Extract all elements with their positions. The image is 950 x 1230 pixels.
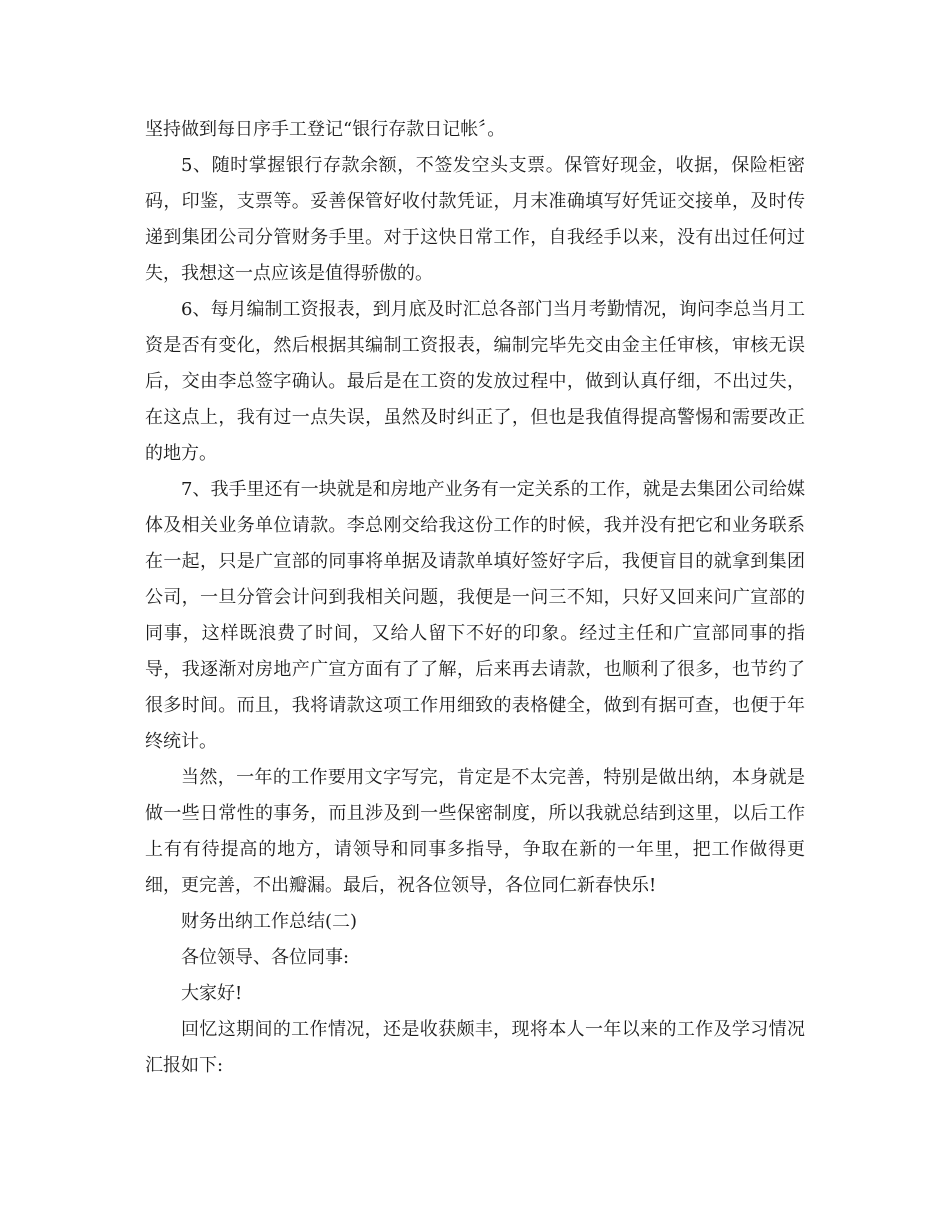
section-title: 财务出纳工作总结(二) — [181, 911, 358, 932]
paragraph-intro: 回忆这期间的工作情况，还是收获颇丰，现将本人一年以来的工作及学习情况汇报如下: — [145, 1019, 805, 1076]
paragraph-item-7: 7、我手里还有一块就是和房地产业务有一定关系的工作，就是去集团公司给媒体及相关业务单位请款。李总刚交给我这份工作的时候，我并没有把它和业务联系在一起，只是广宣部的同事将单据及请款单填好签好字后，我便盲目的就拿到集团公司，一旦分管会计问到我相关问题，我便是一问三不知，只好又回来问广宣部的同事，这样既浪费了时间，又给人留下不好的印象。经过主任和广宣部同事的指导，我逐渐对房地产广宣方面有了了解，后来再去请款，也顺利了很多，也节约了很多时间。而且，我将请款这项工作用细致的表格健全，做到有据可查，也便于年终统计。 — [145, 479, 805, 752]
paragraph-item-5: 5、随时掌握银行存款余额，不签发空头支票。保管好现金，收据，保险柜密码，印鉴，支票等。妥善保管好收付款凭证，月末准确填写好凭证交接单，及时传递到集团公司分管财务手里。对于这快日常工作，自我经手以来，没有出过任何过失，我想这一点应该是值得骄傲的。 — [145, 155, 805, 284]
greeting: 大家好! — [181, 983, 243, 1004]
paragraph-closing: 当然，一年的工作要用文字写完，肯定是不太完善，特别是做出纳，本身就是做一些日常性的事务，而且涉及到一些保密制度，所以我就总结到这里，以后工作上有有待提高的地方，请领导和同事多指导，争取在新的一年里，把工作做得更细，更完善，不出瓣漏。最后，祝各位领导，各位同仁新春快乐! — [145, 767, 805, 896]
paragraph-continuation: 坚持做到每日序手工登记“银行存款日记帐〞。 — [145, 119, 506, 140]
paragraph-item-6: 6、每月编制工资报表，到月底及时汇总各部门当月考勤情况，询问李总当月工资是否有变化，然后根据其编制工资报表，编制完毕先交由金主任审核，审核无误后，交由李总签字确认。最后是在工资的发放过程中，做到认真仔细，不出过失，在这点上，我有过一点失误，虽然及时纠正了，但也是我值得提高警惕和需要改正的地方。 — [145, 299, 805, 464]
salutation: 各位领导、各位同事: — [181, 947, 350, 968]
document-body — [145, 112, 805, 1084]
